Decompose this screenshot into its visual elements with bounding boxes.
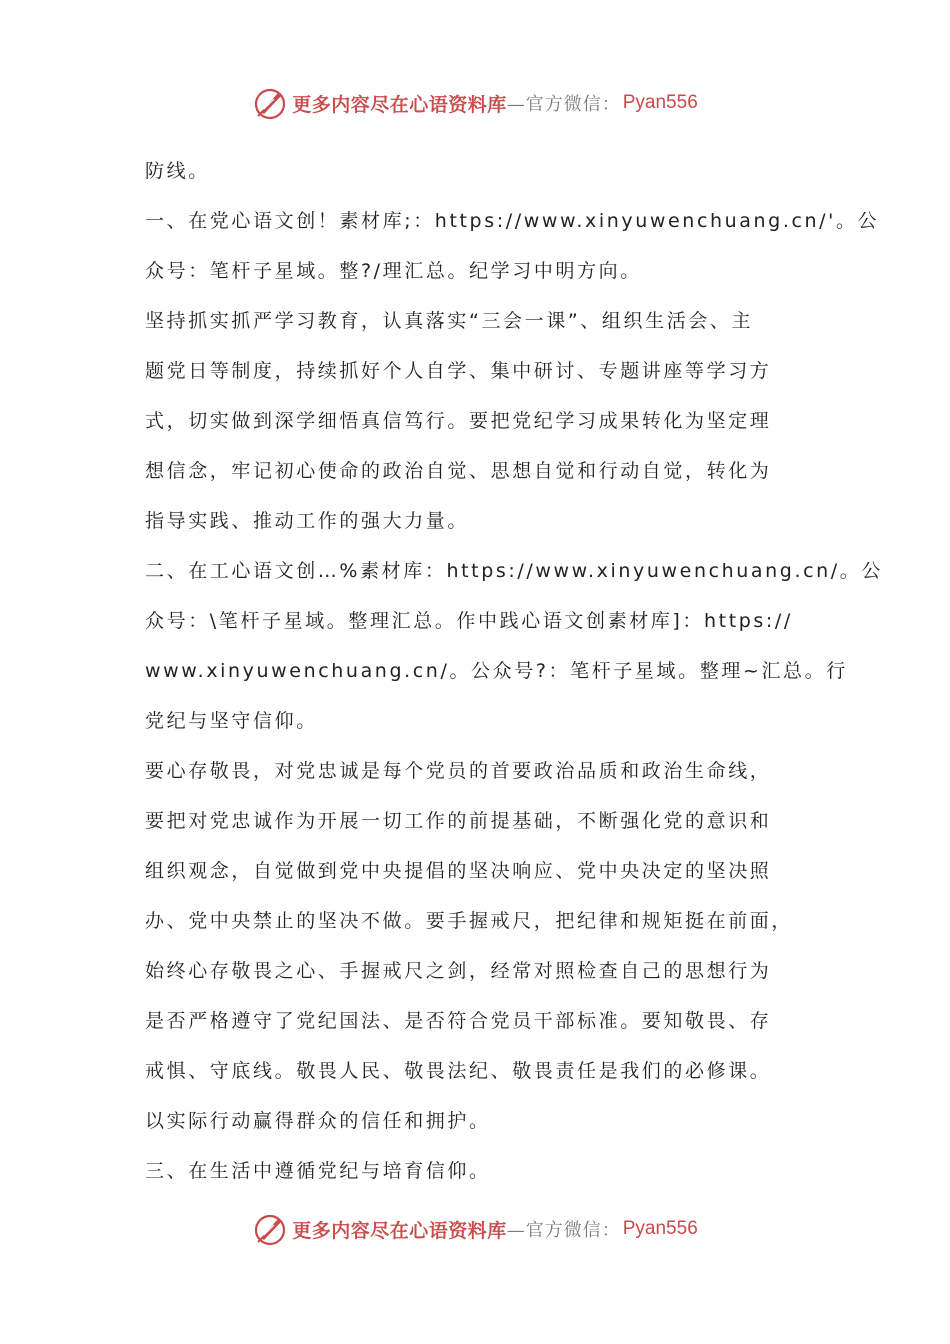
text-line: 式，切实做到深学细悟真信笃行。要把党纪学习成果转化为坚定理	[145, 410, 772, 432]
text-line: 众号：笔杆子星域。整?/理汇总。纪学习中明方向。	[145, 260, 642, 282]
watermark-wechat-id: Pyan556	[622, 92, 698, 113]
watermark-lead-text: 更多内容尽在心语资料库	[292, 93, 507, 116]
text-line: 以实际行动赢得群众的信任和拥护。	[145, 1110, 491, 1132]
text-line: www.xinyuwenchuang.cn/。公众号?：笔杆子星域。整理~汇总。行	[145, 660, 848, 682]
document-body	[145, 152, 884, 1202]
quill-logo-icon	[252, 85, 288, 121]
text-line: 题党日等制度，持续抓好个人自学、集中研讨、专题讲座等学习方	[145, 360, 772, 382]
text-line: 戒惧、守底线。敬畏人民、敬畏法纪、敬畏责任是我们的必修课。	[145, 1060, 772, 1082]
text-line: 众号：\笔杆子星域。整理汇总。作中践心语文创素材库]：https://	[145, 610, 793, 632]
watermark-wechat-id: Pyan556	[622, 1218, 698, 1239]
text-line: 指导实践、推动工作的强大力量。	[145, 510, 470, 532]
watermark-tail-text: —官方微信：	[506, 94, 621, 115]
text-line: 想信念，牢记初心使命的政治自觉、思想自觉和行动自觉，转化为	[145, 460, 772, 482]
text-line: 二、在工心语文创…%素材库：https://www.xinyuwenchuang.cn/。公	[145, 560, 884, 582]
text-line: 组织观念，自觉做到党中央提倡的坚决响应、党中央决定的坚决照	[145, 860, 772, 882]
text-line: 要把对党忠诚作为开展一切工作的前提基础，不断强化党的意识和	[145, 810, 772, 832]
watermark-lead-text: 更多内容尽在心语资料库	[292, 1219, 507, 1242]
text-line: 党纪与坚守信仰。	[145, 710, 318, 732]
text-line: 坚持抓实抓严学习教育，认真落实“三会一课”、组织生活会、主	[145, 310, 754, 332]
text-line: 防线。	[145, 160, 210, 182]
text-line: 要心存敬畏，对党忠诚是每个党员的首要政治品质和政治生命线，	[145, 760, 772, 782]
text-line: 三、在生活中遵循党纪与培育信仰。	[145, 1160, 491, 1182]
header-watermark	[0, 83, 950, 123]
text-line: 办、党中央禁止的坚决不做。要手握戒尺，把纪律和规矩挺在前面，	[145, 910, 794, 932]
watermark-tail-text: —官方微信：	[506, 1220, 621, 1241]
text-line: 是否严格遵守了党纪国法、是否符合党员干部标准。要知敬畏、存	[145, 1010, 772, 1032]
text-line: 一、在党心语文创！素材库;：https://www.xinyuwenchuang.cn/'。公	[145, 210, 880, 232]
footer-watermark	[0, 1209, 950, 1249]
text-line: 始终心存敬畏之心、手握戒尺之剑，经常对照检查自己的思想行为	[145, 960, 772, 982]
quill-logo-icon	[252, 1211, 288, 1247]
